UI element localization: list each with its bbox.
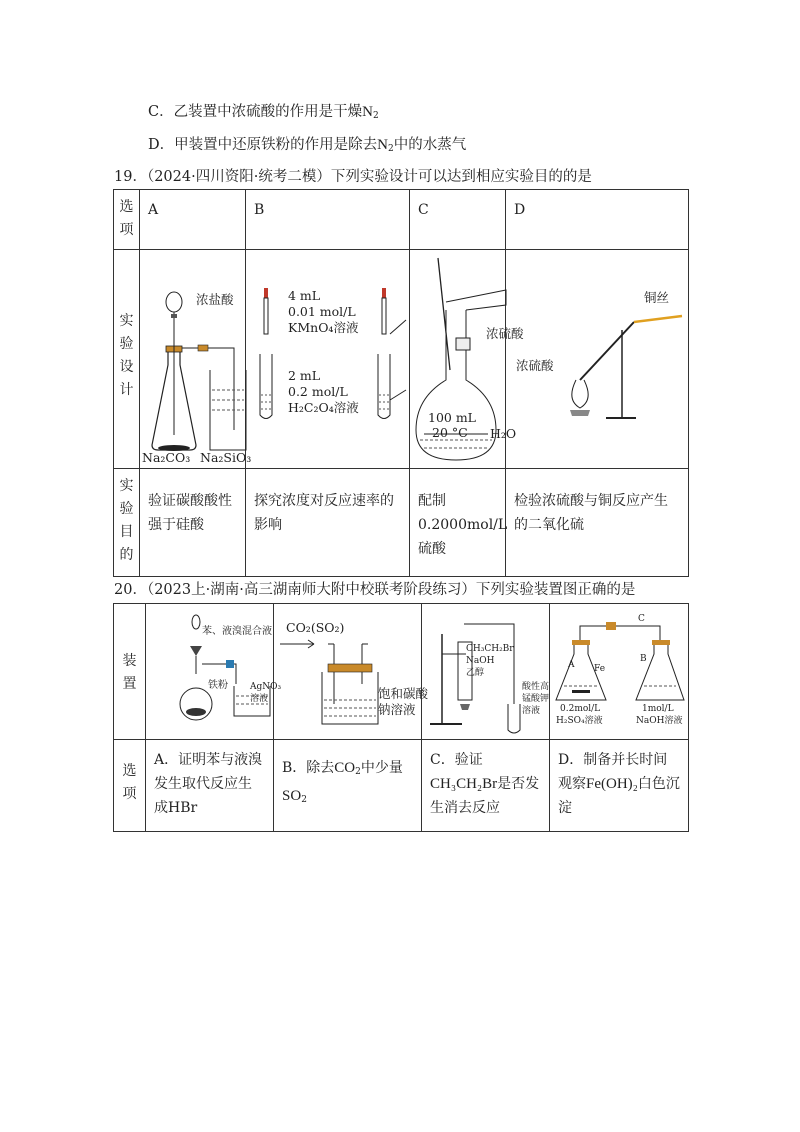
q20-d-c: C bbox=[638, 614, 645, 624]
option-c-line: C．乙装置中浓硫酸的作用是干燥$N_2$ bbox=[148, 104, 379, 121]
q19-b-top1: 4 mL bbox=[288, 288, 321, 303]
q19-d-wire: 铜丝 bbox=[644, 290, 670, 305]
q20-d-r2: NaOH溶液 bbox=[636, 716, 683, 726]
option-d-line: D．甲装置中还原铁粉的作用是除去$N_2$中的水蒸气 bbox=[148, 137, 467, 154]
q20-header-option: 选项 bbox=[114, 740, 146, 832]
q20-a-mix: 苯、液溴混合液 bbox=[202, 626, 272, 637]
q19-c-temp: 20 °C bbox=[432, 425, 468, 440]
q19-b-bot1: 2 mL bbox=[288, 368, 321, 383]
q20-figure-c bbox=[422, 604, 549, 739]
q20-c-k1: 酸性高 bbox=[522, 682, 550, 692]
q20-c-r1: CH₃CH₂Br bbox=[466, 644, 514, 654]
q20-figure-a bbox=[146, 604, 282, 739]
q19-purpose-c: 配制0.2000mol/L硫酸 bbox=[418, 493, 508, 557]
q20-c-k2: 锰酸钾 bbox=[522, 694, 550, 704]
q19-stem: 19．（2024·四川资阳·统考二模）下列实验设计可以达到相应实验目的的是 bbox=[114, 169, 592, 185]
q19-col-b: B bbox=[254, 202, 265, 218]
q20-stem: 20．（2023上·湖南·高三湖南师大附中校联考阶段练习）下列实验装置图正确的是 bbox=[114, 582, 636, 598]
q19-col-d: D bbox=[514, 202, 526, 218]
q20-header-apparatus: 装置 bbox=[114, 604, 146, 740]
q19-figure-b bbox=[246, 250, 409, 468]
q19-purpose-d: 检验浓硫酸与铜反应产生的二氧化硫 bbox=[514, 493, 668, 533]
q20-option-c: C．验证 CH₃CH₂Br是否发生消去反应 bbox=[430, 752, 540, 816]
q20-d-r1: 1mol/L bbox=[642, 704, 674, 714]
q20-d-b: B bbox=[640, 654, 647, 664]
q20-figure-b bbox=[274, 604, 429, 739]
q20-d-a: A bbox=[568, 660, 575, 670]
q20-table bbox=[113, 603, 689, 832]
q19-b-bot3: H₂C₂O₄溶液 bbox=[288, 400, 359, 415]
q19-c-vol: 100 mL bbox=[428, 410, 476, 425]
q20-d-fe: Fe bbox=[594, 664, 606, 674]
q19-figure-a bbox=[140, 250, 252, 468]
q19-col-c: C bbox=[418, 202, 429, 218]
q19-d-acid: 浓硫酸 bbox=[516, 358, 554, 373]
q20-figure-d bbox=[550, 604, 688, 739]
q20-c-r2: NaOH bbox=[466, 656, 495, 666]
q19-a-right-label: Na₂SiO₃ bbox=[200, 450, 252, 465]
q19-header-design: 实验设计 bbox=[114, 250, 140, 469]
q20-a-iron: 铁粉 bbox=[208, 680, 228, 691]
q20-c-k3: 溶液 bbox=[522, 706, 541, 716]
q19-a-acid-label: 浓盐酸 bbox=[196, 292, 234, 307]
q19-c-acid: 浓硫酸 bbox=[486, 326, 524, 341]
q20-b-sol2: 钠溶液 bbox=[378, 702, 416, 717]
q19-a-left-label: Na₂CO₃ bbox=[142, 450, 191, 465]
q19-figure-d bbox=[506, 250, 688, 468]
q19-header-purpose: 实验目的 bbox=[114, 469, 140, 577]
q19-c-water: H₂O bbox=[490, 426, 517, 441]
q19-header-option: 选项 bbox=[114, 190, 140, 250]
q19-figure-c bbox=[410, 250, 524, 468]
q20-b-sol1: 饱和碳酸 bbox=[378, 686, 429, 701]
q19-col-a: A bbox=[148, 202, 159, 218]
q20-d-l2: H₂SO₄溶液 bbox=[556, 716, 603, 726]
q20-option-a: A．证明苯与液溴发生取代反应生成HBr bbox=[154, 752, 263, 816]
q20-d-l1: 0.2mol/L bbox=[560, 704, 601, 714]
q20-c-r3: 乙醇 bbox=[466, 668, 485, 678]
q20-option-b: B．除去$CO_2$中少量 $SO_2$ bbox=[282, 760, 403, 805]
q20-option-d: D．制备并长时间观察Fe(OH)₂白色沉淀 bbox=[558, 752, 680, 816]
q20-a-solution: 溶液 bbox=[250, 694, 269, 704]
q20-b-gas: CO₂(SO₂) bbox=[286, 620, 345, 635]
q19-b-top3: KMnO₄溶液 bbox=[288, 320, 359, 335]
q19-table bbox=[113, 189, 689, 577]
q19-purpose-b: 探究浓度对反应速率的影响 bbox=[254, 493, 394, 533]
q19-b-top2: 0.01 mol/L bbox=[288, 304, 356, 319]
q19-b-bot2: 0.2 mol/L bbox=[288, 384, 348, 399]
q20-a-agno3: AgNO₃ bbox=[250, 682, 282, 692]
q19-purpose-a: 验证碳酸酸性强于硅酸 bbox=[148, 493, 232, 533]
